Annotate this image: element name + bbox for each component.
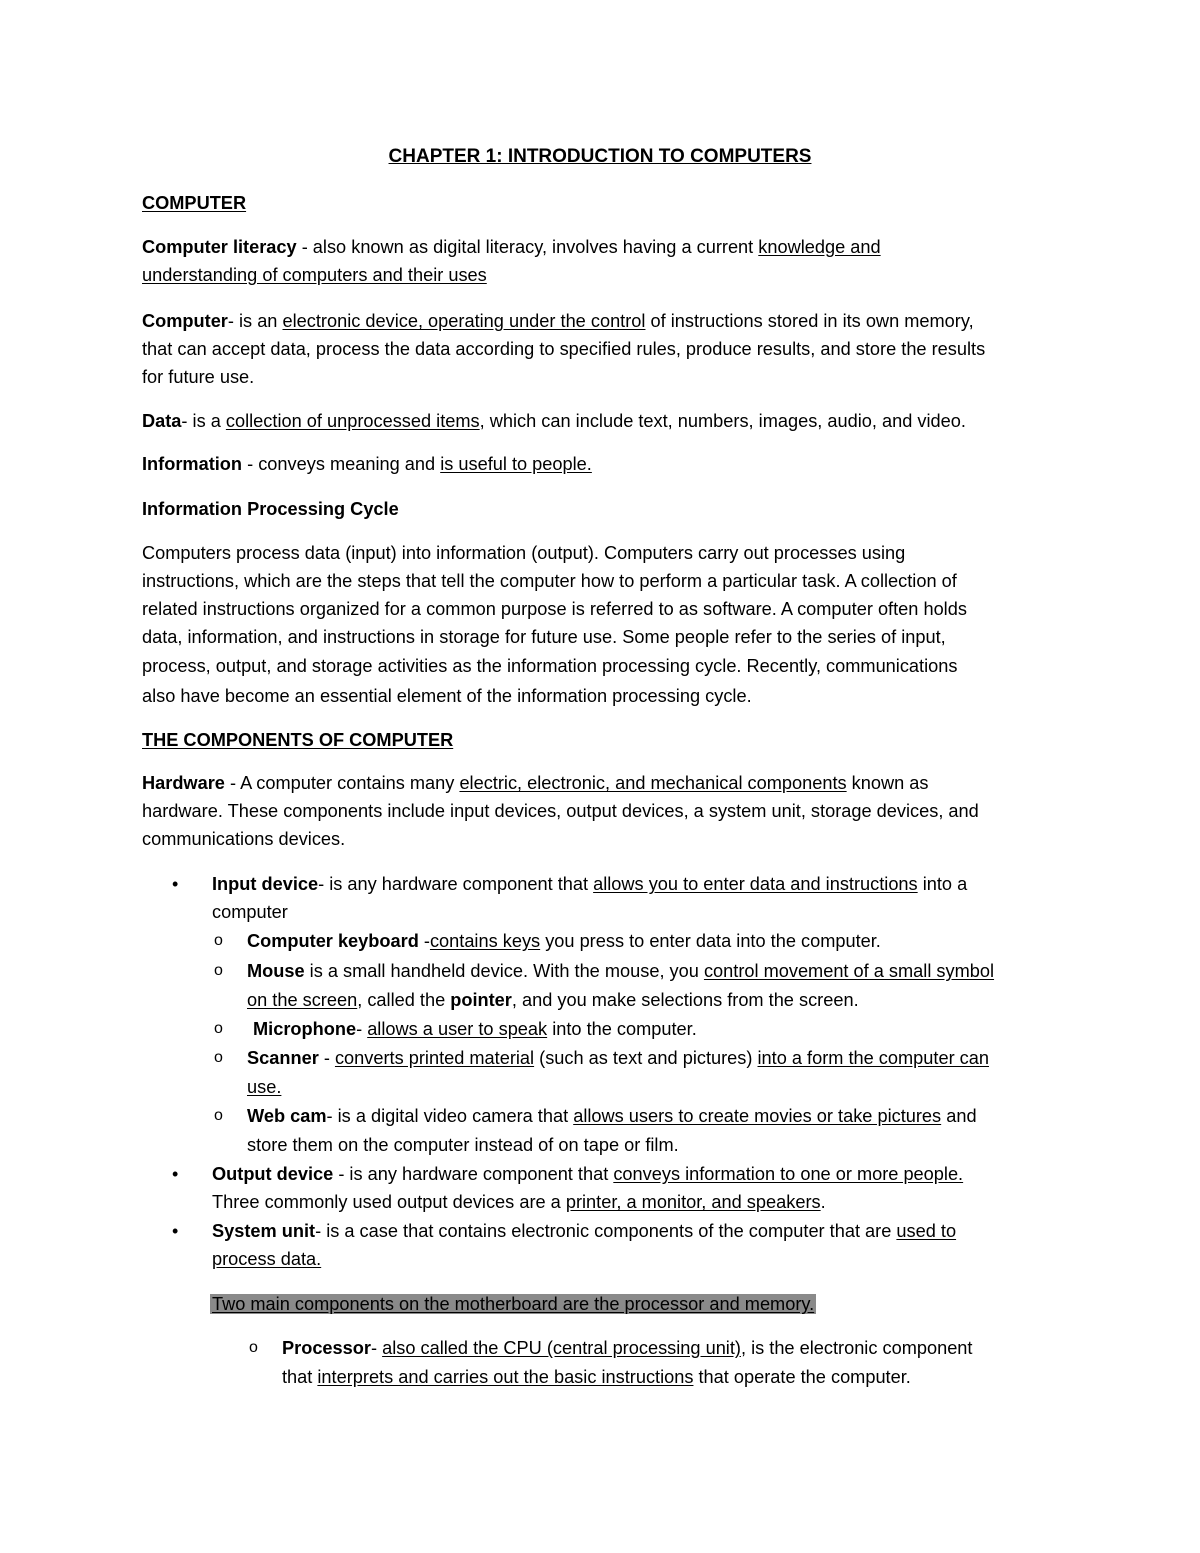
text: that [282,1367,318,1387]
hardware-line-2: hardware. These components include input devices, output devices, a system unit, storage devices, and [142,801,979,821]
text: - conveys meaning and [242,454,441,474]
bullet-icon: • [172,1164,179,1184]
microphone-line [253,1015,697,1043]
term: Processor [282,1338,371,1358]
processor-line-2 [282,1363,911,1391]
section-heading-computer: COMPUTER [142,193,247,213]
underlined-text: into a form the computer can [757,1048,989,1068]
underlined-text: use. [247,1077,282,1097]
underlined-text: also called the CPU (central processing unit) [382,1338,741,1358]
hardware-line-3: communications devices. [142,829,346,849]
cycle-line: data, information, and instructions in storage for future use. Some people refer to the series of input, [142,627,946,647]
text: that operate the computer. [693,1367,911,1387]
underlined-text: printer, a monitor, and speakers [565,1192,821,1212]
term: Computer literacy [142,237,297,257]
sub-bullet-icon: o [214,1020,223,1037]
underlined-text: interprets and carries out the basic instructions [317,1367,694,1387]
info-def [142,450,592,478]
text: you press to enter data into the computer. [540,931,881,951]
bullet-icon: • [172,1221,179,1241]
text: - is a [181,411,226,431]
text: , which can include text, numbers, images, audio, and video. [479,411,966,431]
system-line-1 [212,1217,956,1245]
text: - [418,931,430,951]
text: into the computer. [547,1019,697,1039]
term: Hardware [142,773,225,793]
underlined-text: allows you to enter data and instructions [593,874,918,894]
text: - is any hardware component that [333,1164,614,1184]
mouse-line-1 [247,957,994,985]
text: - A computer contains many [224,773,460,793]
underlined-text: process data. [212,1249,322,1269]
data-def [142,407,966,435]
underlined-text: is useful to people. [440,454,592,474]
underlined-text: knowledge and [758,237,881,257]
text: known as [846,773,929,793]
underlined-text: allows users to create movies or take pictures [573,1106,942,1126]
section-heading-components: THE COMPONENTS OF COMPUTER [142,730,454,750]
output-line-2 [212,1188,826,1216]
text: . [820,1192,826,1212]
mouse-line-2 [247,986,859,1014]
input-line-2: computer [212,902,288,922]
text: - is a digital video camera that [326,1106,574,1126]
webcam-line-2: store them on the computer instead of on tape or film. [247,1135,679,1155]
system-line-2 [212,1245,321,1273]
cycle-line: related instructions organized for a common purpose is referred to as software. A computer often holds [142,599,967,619]
underlined-text: collection of unprocessed items [225,411,480,431]
scanner-line-2 [247,1073,281,1101]
text: and [941,1106,977,1126]
hardware-line-1 [142,769,929,797]
text: - also known as digital literacy, involves having a current [296,237,759,257]
processor-line-1 [282,1334,972,1362]
text: - [356,1019,368,1039]
term: Microphone [253,1019,357,1039]
webcam-line-1 [247,1102,977,1130]
text: Three commonly used output devices are a [212,1192,566,1212]
computer-def-line-3: for future use. [142,367,255,387]
text: of instructions stored in its own memory, [645,311,974,331]
input-line-1 [212,870,967,898]
underlined-text: understanding of computers and their uses [142,265,487,285]
bullet-icon: • [172,874,179,894]
text: , called the [357,990,451,1010]
underlined-text: control movement of a small symbol [703,961,995,981]
term: System unit [212,1221,316,1241]
text: - [318,1048,335,1068]
text: - is any hardware component that [318,874,594,894]
underlined-text: contains keys [429,931,541,951]
sub-bullet-icon: o [214,932,223,949]
literacy-line-1 [142,233,881,261]
underlined-text: electronic device, operating under the control [282,311,646,331]
term: Computer [142,311,228,331]
text: - [370,1338,383,1358]
sub-bullet-icon: o [214,1107,223,1124]
computer-def-line-2: that can accept data, process the data according to specified rules, produce results, and store the results [142,339,986,359]
sub-bullet-icon: o [214,962,223,979]
text: - is an [227,311,283,331]
cycle-heading: Information Processing Cycle [142,499,399,519]
term: pointer [450,990,512,1010]
text: - is a case that contains electronic components of the computer that are [315,1221,897,1241]
underlined-text: on the screen [247,990,358,1010]
motherboard-highlight [210,1290,816,1318]
page-title: CHAPTER 1: INTRODUCTION TO COMPUTERS [388,146,812,167]
scanner-line-1 [247,1044,989,1072]
term: Web cam [247,1106,327,1126]
underlined-text: conveys information to one or more people. [613,1164,964,1184]
term: Information [142,454,243,474]
underlined-text: used to [896,1221,957,1241]
text: is a small handheld device. With the mouse, you [304,961,704,981]
sub-bullet-icon: o [214,1049,223,1066]
underlined-text: electric, electronic, and mechanical components [459,773,847,793]
term: Input device [212,874,319,894]
sub-bullet-icon: o [249,1339,258,1356]
literacy-line-2 [142,261,487,289]
text: , is the electronic component [740,1338,973,1358]
highlighted-text: Two main components on the motherboard are the processor and memory. [212,1294,815,1314]
cycle-line: process, output, and storage activities as the information processing cycle. Recently, communications [142,656,958,676]
term: Scanner [247,1048,319,1068]
term: Output device [212,1164,334,1184]
text: (such as text and pictures) [534,1048,758,1068]
text: , and you make selections from the screen. [511,990,859,1010]
keyboard-line [247,927,881,955]
term: Computer keyboard [247,931,419,951]
term: Data [142,411,182,431]
underlined-text: converts printed material [334,1048,535,1068]
output-line-1 [212,1160,963,1188]
cycle-line: instructions, which are the steps that tell the computer how to perform a particular task. A collection of [142,571,957,591]
cycle-line: Computers process data (input) into information (output). Computers carry out processes using [142,543,906,563]
underlined-text: allows a user to speak [367,1019,548,1039]
text: into a [917,874,968,894]
computer-def-line-1 [142,307,974,335]
term: Mouse [247,961,305,981]
cycle-line: also have become an essential element of the information processing cycle. [142,686,752,706]
